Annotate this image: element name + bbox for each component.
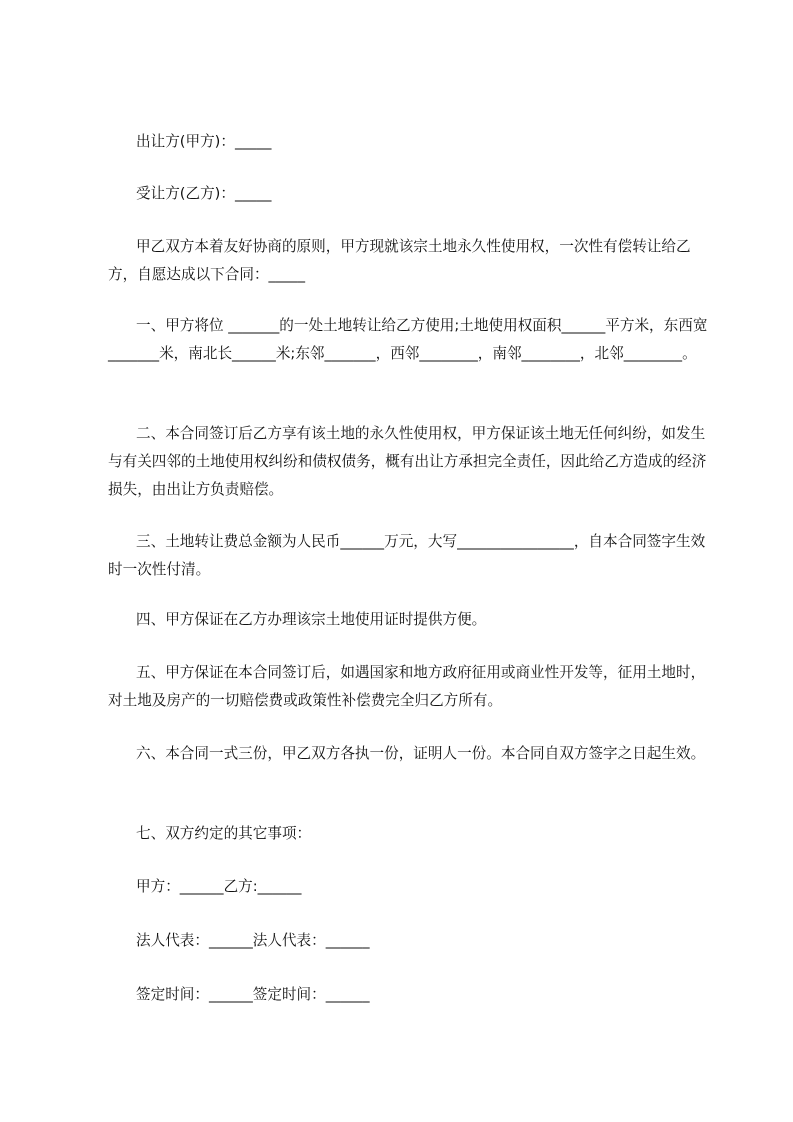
clause-2: 二、本合同签订后乙方享有该土地的永久性使用权，甲方保证该土地无任何纠纷，如发生与有关四邻的土地使用权纠纷和债权债务，概有出让方承担完全责任，因此给乙方造成的经济损失，由出让方负责赔偿。 <box>108 425 707 498</box>
seller-line: 出让方(甲方)：_____ <box>136 133 272 150</box>
clause-6: 六、本合同一式三份，甲乙双方各执一份，证明人一份。本合同自双方签字之日起生效。 <box>136 745 706 762</box>
signature-dates: 签定时间：______签定时间：______ <box>136 986 370 1003</box>
signature-parties: 甲方：______乙方:______ <box>136 878 302 895</box>
intro-paragraph: 甲乙双方本着友好协商的原则，甲方现就该宗土地永久性使用权，一次性有偿转让给乙方，自愿达成以下合同：_____ <box>108 238 691 283</box>
clause-1: 一、甲方将位 _______的一处土地转让给乙方使用;土地使用权面积______平方米，东西宽_______米，南北长______米;东邻_______，西邻________，南邻________，北邻________。 <box>108 317 708 362</box>
signature-representatives: 法人代表：______法人代表：______ <box>136 932 370 949</box>
clause-5: 五、甲方保证在本合同签订后，如遇国家和地方政府征用或商业性开发等，征用土地时，对土地及房产的一切赔偿费或政策性补偿费完全归乙方所有。 <box>108 664 706 709</box>
clause-7: 七、双方约定的其它事项： <box>136 825 312 842</box>
clause-3: 三、土地转让费总金额为人民币______万元，大写________________，自本合同签字生效时一次性付清。 <box>108 533 706 578</box>
buyer-line: 受让方(乙方)：_____ <box>136 185 272 202</box>
clause-4: 四、甲方保证在乙方办理该宗土地使用证时提供方便。 <box>136 611 487 628</box>
